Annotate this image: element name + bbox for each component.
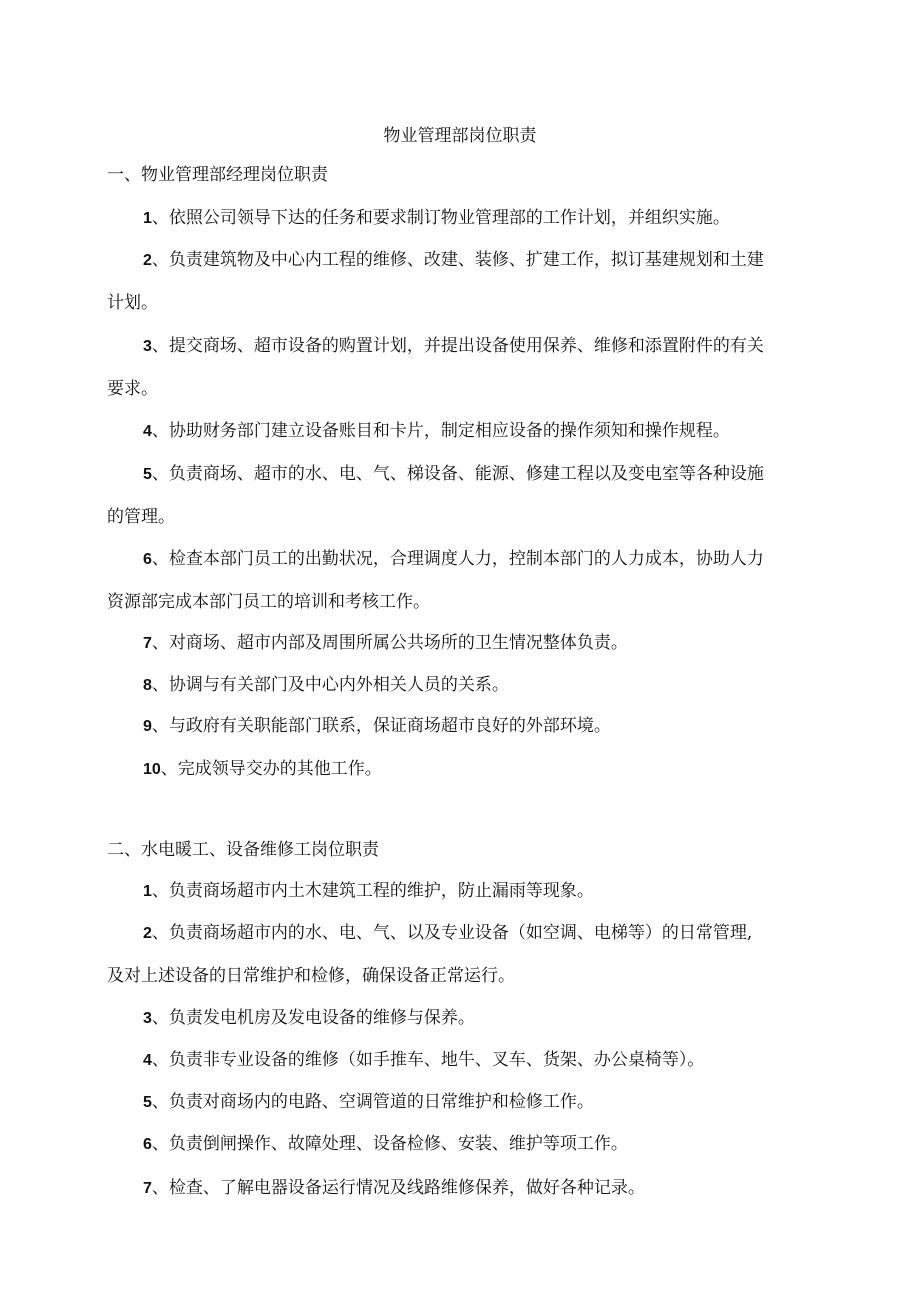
item-number: 2: [143, 925, 152, 942]
list-item: [107, 664, 822, 707]
item-number: 1: [143, 883, 152, 900]
item-number: 10: [143, 761, 161, 778]
list-item: [107, 197, 822, 240]
item-text: 、负责商场超市内土木建筑工程的维护，防止漏雨等现象。: [151, 881, 594, 901]
item-number: 7: [143, 1180, 152, 1197]
list-item: [107, 748, 822, 791]
item-number: 6: [143, 551, 152, 568]
list-item: [107, 410, 822, 453]
item-number: 8: [143, 677, 152, 694]
item-text: 、依照公司领导下达的任务和要求制订物业管理部的工作计划，并组织实施。: [151, 208, 730, 228]
item-number: 3: [143, 1010, 152, 1027]
item-text-continued: 要求。: [107, 379, 158, 399]
item-number: 5: [143, 466, 152, 483]
list-item: [107, 453, 822, 538]
item-text-continued: 的管理。: [107, 507, 175, 527]
section-heading-1: 一、物业管理部经理岗位职责: [107, 165, 328, 185]
item-text: 、负责倒闸操作、故障处理、设备检修、安装、维护等项工作。: [151, 1134, 628, 1154]
item-text: 、负责发电机房及发电设备的维修与保养。: [151, 1008, 475, 1028]
item-text: 、负责商场超市内的水、电、气、以及专业设备（如空调、电梯等）的日常管理,: [151, 923, 753, 943]
item-text: 、负责对商场内的电路、空调管道的日常维护和检修工作。: [151, 1092, 594, 1112]
item-text-continued: 及对上述设备的日常维护和检修，确保设备正常运行。: [107, 966, 515, 986]
item-number: 5: [143, 1094, 152, 1111]
list-item: [107, 538, 822, 623]
list-item: [107, 622, 822, 665]
item-number: 3: [143, 338, 152, 355]
item-text: 、负责商场、超市的水、电、气、梯设备、能源、修建工程以及变电室等各种设施: [151, 464, 764, 484]
item-text-continued: 计划。: [107, 293, 158, 313]
item-text: 、提交商场、超市设备的购置计划，并提出设备使用保养、维修和添置附件的有关: [151, 336, 764, 356]
list-item: [107, 1123, 822, 1166]
item-number: 4: [143, 423, 152, 440]
list-item: [107, 1039, 822, 1082]
list-item: [107, 1081, 822, 1124]
item-text-continued: 资源部完成本部门员工的培训和考核工作。: [107, 592, 430, 612]
item-text: 、协助财务部门建立设备账目和卡片，制定相应设备的操作须知和操作规程。: [151, 421, 730, 441]
list-item: [107, 705, 822, 748]
item-text: 、负责建筑物及中心内工程的维修、改建、装修、扩建工作，拟订基建规划和土建: [151, 250, 764, 270]
list-item: [107, 870, 822, 913]
item-text: 、协调与有关部门及中心内外相关人员的关系。: [151, 675, 509, 695]
list-item: [107, 239, 822, 324]
list-item: [107, 997, 822, 1040]
list-item: [107, 1167, 822, 1210]
item-number: 7: [143, 635, 152, 652]
item-number: 6: [143, 1136, 152, 1153]
item-number: 9: [143, 718, 152, 735]
item-text: 、检查、了解电器设备运行情况及线路维修保养，做好各种记录。: [151, 1178, 645, 1198]
item-number: 1: [143, 210, 152, 227]
item-text: 、负责非专业设备的维修（如手推车、地牛、叉车、货架、办公桌椅等）。: [151, 1050, 705, 1070]
item-text: 、与政府有关职能部门联系，保证商场超市良好的外部环境。: [151, 716, 611, 736]
item-number: 4: [143, 1052, 152, 1069]
section-heading-2: 二、水电暖工、设备维修工岗位职责: [107, 840, 379, 860]
item-text: 、完成领导交办的其他工作。: [160, 759, 382, 779]
item-number: 2: [143, 252, 152, 269]
list-item: [107, 325, 822, 410]
document-title: 物业管理部岗位职责: [383, 126, 537, 146]
item-text: 、检查本部门员工的出勤状况，合理调度人力，控制本部门的人力成本，协助人力: [151, 549, 764, 569]
item-text: 、对商场、超市内部及周围所属公共场所的卫生情况整体负责。: [151, 633, 628, 653]
list-item: [107, 912, 822, 997]
